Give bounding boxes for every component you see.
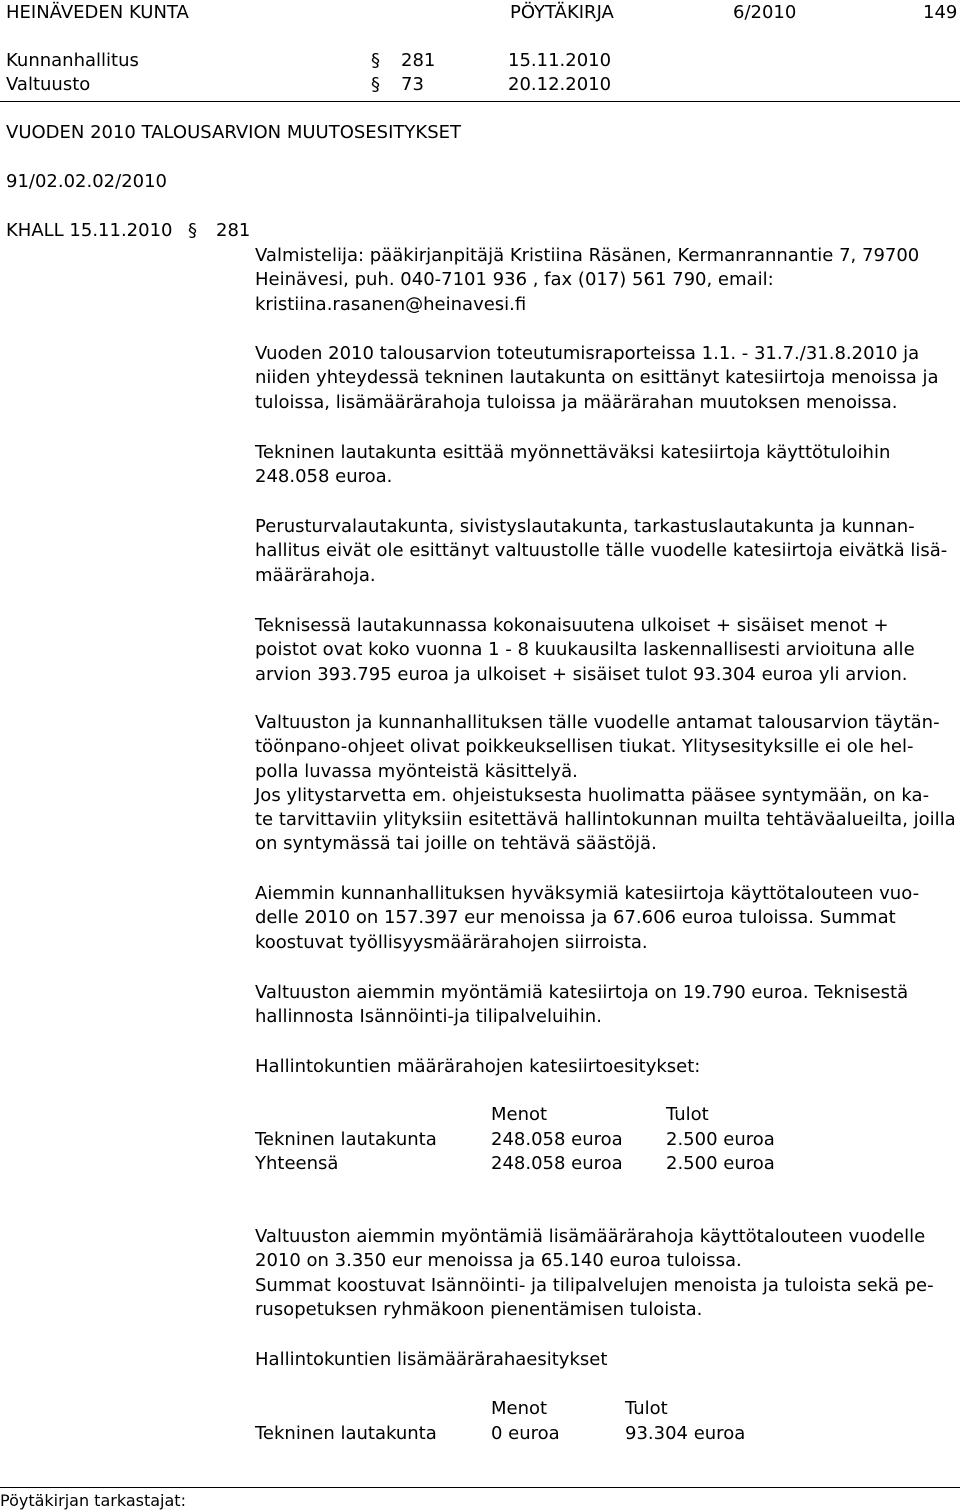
paragraph-preparer bbox=[255, 244, 955, 317]
table-row-label: Tekninen lautakunta bbox=[255, 1129, 437, 1150]
table-cell: 2.500 euroa bbox=[666, 1153, 775, 1174]
column-header-income: Tulot bbox=[666, 1104, 709, 1125]
text-line: delle 2010 on 157.397 eur menoissa ja 67.606 euroa tuloissa. Summat bbox=[255, 907, 896, 929]
column-header-expenses: Menot bbox=[491, 1398, 548, 1419]
text-line: Valtuuston ja kunnanhallituksen tälle vuodelle antamat talousarvion täytän- bbox=[255, 712, 940, 733]
meeting-body: Kunnanhallitus bbox=[6, 50, 139, 71]
municipality-name: HEINÄVEDEN KUNTA bbox=[6, 2, 189, 23]
text-line: Aiemmin kunnanhallituksen hyväksymiä katesiirtoja käyttötalouteen vuo- bbox=[255, 883, 920, 904]
meeting-date: 20.12.2010 bbox=[508, 74, 612, 95]
text-line: töönpano-ohjeet olivat poikkeuksellisen tiukat. Ylitysesityksille ei ole hel- bbox=[255, 736, 914, 758]
text-line: poistot ovat koko vuonna 1 - 8 kuukausilta laskennallisesti arvioituna alle bbox=[255, 639, 915, 661]
table-cell: 2.500 euroa bbox=[666, 1129, 775, 1150]
document-title: VUODEN 2010 TALOUSARVION MUUTOSESITYKSET bbox=[6, 122, 461, 143]
footer-divider bbox=[0, 1487, 960, 1488]
transfer-table bbox=[255, 1103, 855, 1175]
text-line: 2010 on 3.350 eur menoissa ja 65.140 euroa tuloissa. bbox=[255, 1250, 742, 1272]
text-line: Valtuuston aiemmin myöntämiä katesiirtoja on 19.790 euroa. Teknisestä bbox=[255, 982, 909, 1003]
meeting-section: 73 bbox=[401, 74, 424, 95]
text-line: polla luvassa myönteistä käsittelyä. bbox=[255, 760, 578, 782]
text-line: määrärahoja. bbox=[255, 564, 376, 586]
minutes-checkers-label: Pöytäkirjan tarkastajat: bbox=[0, 1491, 186, 1510]
table-row-label: Yhteensä bbox=[255, 1153, 339, 1174]
khall-section: 281 bbox=[216, 220, 251, 241]
header-divider bbox=[0, 101, 960, 102]
text-line: rusopetuksen ryhmäkoon pienentämisen tuloista. bbox=[255, 1298, 703, 1320]
paragraph-reports bbox=[255, 342, 955, 415]
table-heading: Hallintokuntien lisämäärärahaesitykset bbox=[255, 1349, 608, 1370]
paragraph-council-transfers bbox=[255, 981, 955, 1030]
column-header-income: Tulot bbox=[625, 1398, 668, 1419]
table-cell: 248.058 euroa bbox=[491, 1153, 623, 1174]
text-line: 248.058 euroa. bbox=[255, 466, 393, 488]
meeting-section: 281 bbox=[401, 50, 436, 71]
text-line: niiden yhteydessä tekninen lautakunta on esittänyt katesiirtoja menoissa ja bbox=[255, 367, 939, 389]
text-line: Summat koostuvat Isännöinti- ja tilipalvelujen menoista ja tuloista sekä pe- bbox=[255, 1274, 934, 1296]
section-sign-icon: § bbox=[188, 220, 197, 241]
text-line: Heinävesi, puh. 040-7101 936 , fax (017) 561 790, email: bbox=[255, 269, 774, 291]
document-type: PÖYTÄKIRJA bbox=[510, 2, 614, 23]
paragraph-instructions bbox=[255, 711, 955, 857]
page-number: 149 bbox=[923, 2, 958, 23]
text-line: Perusturvalautakunta, sivistyslautakunta, tarkastuslautakunta ja kunnan- bbox=[255, 516, 915, 537]
meeting-body: Valtuusto bbox=[6, 74, 91, 95]
text-line: hallinnosta Isännöinti-ja tilipalveluihin. bbox=[255, 1006, 602, 1028]
text-line: arvion 393.795 euroa ja ulkoiset + sisäiset tulot 93.304 euroa yli arvion. bbox=[255, 663, 908, 685]
section-sign-icon: § bbox=[371, 50, 380, 71]
text-line: hallitus eivät ole esittänyt valtuustolle tälle vuodelle katesiirtoja eivätkä lisä- bbox=[255, 540, 948, 562]
column-header-expenses: Menot bbox=[491, 1104, 548, 1125]
paragraph-table1-heading bbox=[255, 1055, 955, 1079]
table-row-label: Tekninen lautakunta bbox=[255, 1423, 437, 1444]
table-cell: 248.058 euroa bbox=[491, 1129, 623, 1150]
text-line: Tekninen lautakunta esittää myönnettäväksi katesiirtoja käyttötuloihin bbox=[255, 442, 891, 463]
text-line: Jos ylitystarvetta em. ohjeistuksesta huolimatta pääsee syntymään, on ka- bbox=[255, 784, 930, 806]
table-cell: 93.304 euroa bbox=[625, 1423, 746, 1444]
additional-appropriation-table bbox=[255, 1397, 855, 1445]
text-line: tuloissa, lisämäärärahoja tuloissa ja määrärahan muutoksen menoissa. bbox=[255, 391, 898, 413]
text-line: kristiina.rasanen@heinavesi.fi bbox=[255, 293, 527, 315]
paragraph-proposal bbox=[255, 441, 955, 490]
reference-number: 91/02.02.02/2010 bbox=[6, 171, 167, 192]
table-heading: Hallintokuntien määrärahojen katesiirtoesitykset: bbox=[255, 1056, 701, 1077]
text-line: on syntymässä tai joille on tehtävä säästöjä. bbox=[255, 833, 657, 855]
issue-number: 6/2010 bbox=[733, 2, 797, 23]
paragraph-technical-board bbox=[255, 614, 955, 687]
text-line: Vuoden 2010 talousarvion toteutumisraporteissa 1.1. - 31.7./31.8.2010 ja bbox=[255, 343, 920, 364]
paragraph-table2-heading bbox=[255, 1348, 955, 1372]
text-line: Teknisessä lautakunnassa kokonaisuutena ulkoiset + sisäiset menot + bbox=[255, 615, 889, 636]
paragraph-other-boards bbox=[255, 515, 955, 588]
khall-label: KHALL 15.11.2010 bbox=[6, 220, 173, 241]
paragraph-earlier-transfers bbox=[255, 882, 955, 955]
text-line: koostuvat työllisyysmäärärahojen siirroista. bbox=[255, 931, 648, 953]
meeting-date: 15.11.2010 bbox=[508, 50, 612, 71]
paragraph-additional-appropriations bbox=[255, 1225, 955, 1322]
text-line: te tarvittaviin ylityksiin esitettävä hallintokunnan muilta tehtäväalueilta, joilla bbox=[255, 809, 956, 831]
text-line: Valmistelija: pääkirjanpitäjä Kristiina Räsänen, Kermanrannantie 7, 79700 bbox=[255, 245, 920, 266]
table-cell: 0 euroa bbox=[491, 1423, 560, 1444]
text-line: Valtuuston aiemmin myöntämiä lisämäärärahoja käyttötalouteen vuodelle bbox=[255, 1226, 926, 1247]
section-sign-icon: § bbox=[371, 74, 380, 95]
